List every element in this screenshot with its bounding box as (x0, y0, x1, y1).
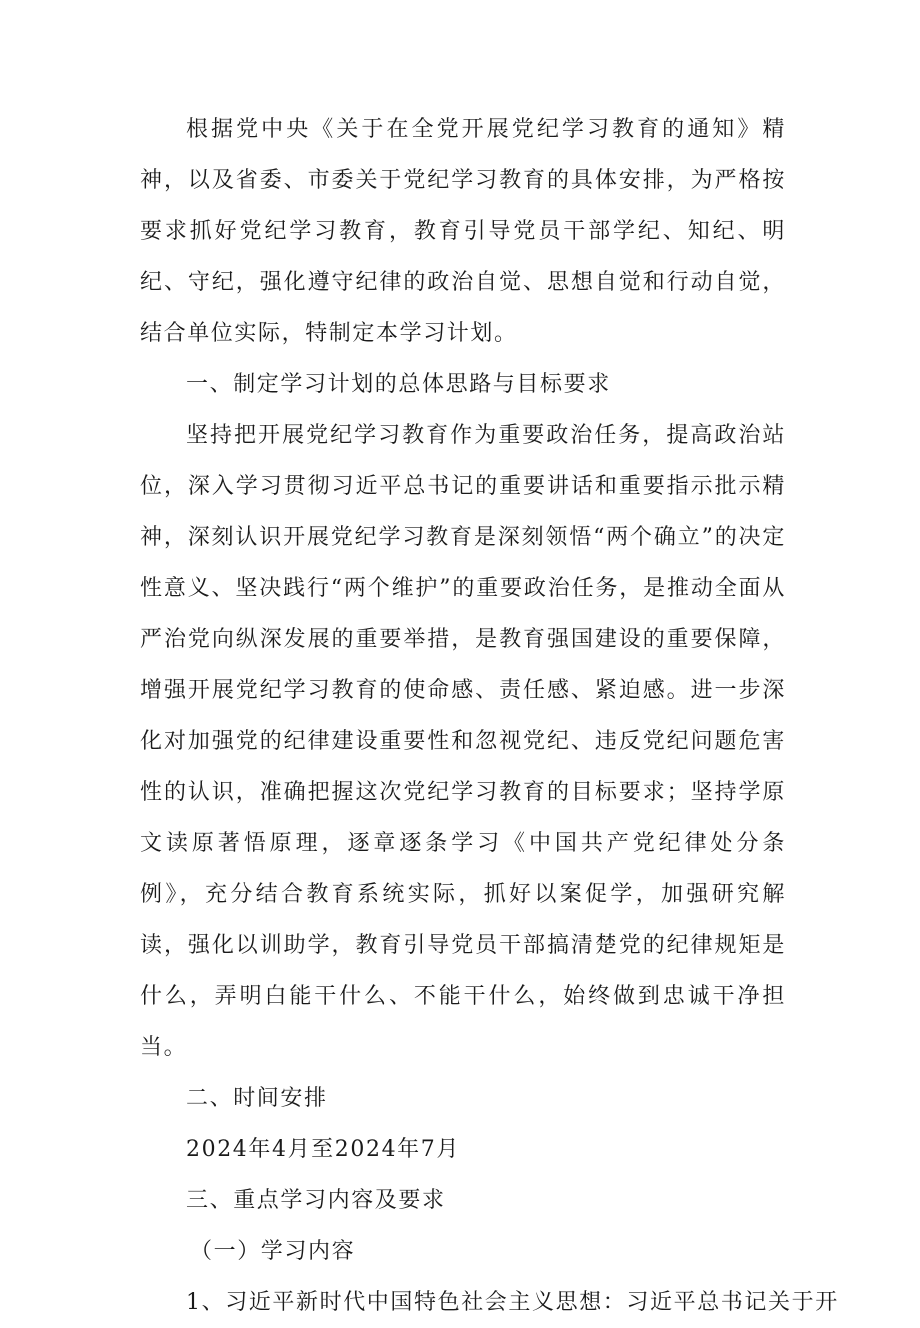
section-3-heading: 三、重点学习内容及要求 (186, 1188, 446, 1213)
document-body (140, 104, 839, 1328)
section-1-paragraph: 坚持把开展党纪学习教育作为重要政治任务，提高政治站位，深入学习贯彻习近平总书记的重要讲话和重要指示批示精神，深刻认识开展党纪学习教育是深刻领悟“两个确立”的决定性意义、坚决践行“两个维护”的重要政治任务，是推动全面从严治党向纵深发展的重要举措，是教育强国建设的重要保障，增强开展党纪学习教育的使命感、责任感、紧迫感。进一步深化对加强党的纪律建设重要性和忽视党纪、违反党纪问题危害性的认识，准确把握这次党纪学习教育的目标要求；坚持学原文读原著悟原理，逐章逐条学习《中国共产党纪律处分条例》，充分结合教育系统实际，抓好以案促学，加强研究解读，强化以训助学，教育引导党员干部搞清楚党的纪律规矩是什么，弄明白能干什么、不能干什么，始终做到忠诚干净担当。 (140, 423, 786, 1060)
section-3-subheading: （一）学习内容 (190, 1239, 356, 1264)
intro-paragraph: 根据党中央《关于在全党开展党纪学习教育的通知》精神，以及省委、市委关于党纪学习教育的具体安排，为严格按要求抓好党纪学习教育，教育引导党员干部学纪、知纪、明纪、守纪，强化遵守纪律的政治自觉、思想自觉和行动自觉，结合单位实际，特制定本学习计划。 (140, 117, 786, 346)
section-1-heading: 一、制定学习计划的总体思路与目标要求 (186, 372, 611, 397)
schedule-date-range: 2024年4月至2024年7月 (186, 1137, 460, 1162)
section-2-heading: 二、时间安排 (186, 1086, 328, 1111)
study-item-1: 1、习近平新时代中国特色社会主义思想：习近平总书记关于开 (186, 1290, 839, 1315)
